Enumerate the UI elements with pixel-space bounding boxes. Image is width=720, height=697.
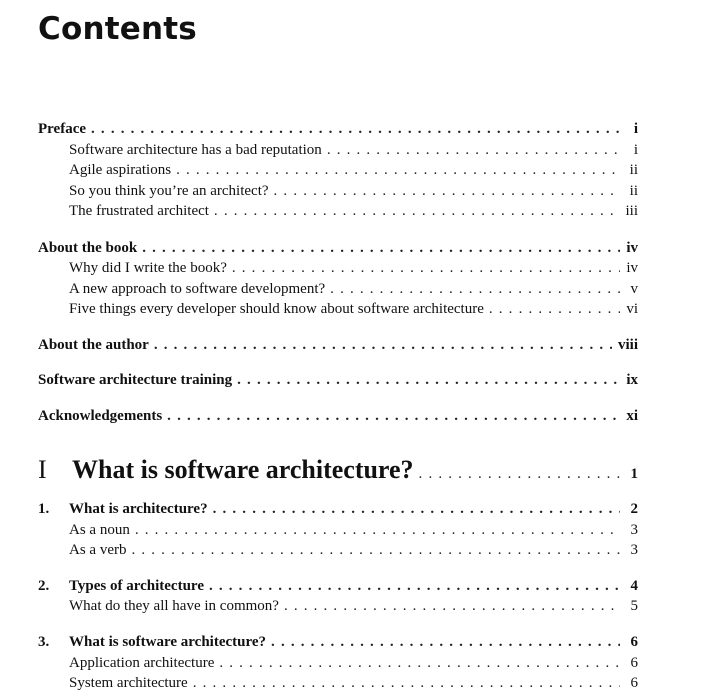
toc-entry-label: About the book	[38, 240, 138, 256]
toc-page-number: iv	[626, 260, 638, 276]
toc-entry-label: As a noun	[69, 522, 130, 538]
toc-page-number: xi	[626, 408, 638, 424]
part-number: I	[38, 455, 47, 484]
toc-chapter-2[interactable]	[38, 578, 638, 595]
dot-leader	[327, 142, 620, 159]
toc-page-number: 1	[630, 466, 638, 482]
toc-entry-about-the-author[interactable]	[38, 337, 638, 354]
toc-subentry[interactable]	[69, 162, 638, 179]
dot-leader	[274, 183, 620, 200]
toc-entry-label: Types of architecture	[69, 578, 204, 594]
dot-leader	[214, 203, 620, 220]
toc-page-number: 6	[630, 634, 638, 650]
toc-entry-label: So you think you’re an architect?	[69, 183, 269, 199]
toc-page-number: i	[633, 121, 638, 137]
toc-chapter-3[interactable]	[38, 634, 638, 651]
toc-subentry[interactable]	[69, 675, 638, 692]
toc-entry-label: Software architecture training	[38, 372, 233, 388]
dot-leader	[154, 337, 612, 354]
toc-entry-preface[interactable]	[38, 121, 638, 138]
toc-page-number: 3	[630, 542, 638, 558]
toc-page-number: 3	[630, 522, 638, 538]
toc-entry-training[interactable]	[38, 372, 638, 389]
toc-entry-about-the-book[interactable]	[38, 240, 638, 257]
toc-entry-label: Acknowledgements	[38, 408, 163, 424]
dot-leader	[213, 501, 620, 518]
dot-leader	[330, 281, 620, 298]
toc-page-number: ix	[626, 372, 638, 388]
toc-chapter-1[interactable]	[38, 501, 638, 518]
toc-subentry[interactable]	[69, 260, 638, 277]
toc-subentry[interactable]	[69, 655, 638, 672]
dot-leader	[193, 675, 620, 692]
chapter-number: 3.	[38, 634, 50, 650]
toc-page-number: ii	[629, 162, 638, 178]
toc-subentry[interactable]	[69, 598, 638, 615]
dot-leader	[131, 542, 620, 559]
toc-page-number: vi	[626, 301, 638, 317]
toc-entry-label: Preface	[38, 121, 87, 137]
toc-part-i[interactable]	[38, 455, 638, 485]
toc-subentry[interactable]	[69, 142, 638, 159]
toc-entry-label: What do they all have in common?	[69, 598, 279, 614]
toc-entry-label: What is software architecture?	[69, 634, 267, 650]
toc-entry-label: A new approach to software development?	[69, 281, 326, 297]
toc-subentry[interactable]	[69, 522, 638, 539]
toc-page-number: iv	[626, 240, 638, 256]
toc-page-number: 5	[630, 598, 638, 614]
toc-entry-label: Agile aspirations	[69, 162, 172, 178]
dot-leader	[176, 162, 620, 179]
toc-page-number: 2	[630, 501, 638, 517]
toc-page-number: i	[633, 142, 638, 158]
toc-subentry[interactable]	[69, 183, 638, 200]
toc-entry-label: What is architecture?	[69, 501, 208, 517]
toc-subentry[interactable]	[69, 301, 638, 318]
toc-page-number: 6	[630, 675, 638, 691]
toc-entry-label: As a verb	[69, 542, 127, 558]
toc-page-number: iii	[625, 203, 638, 219]
toc-entry-label: Why did I write the book?	[69, 260, 227, 276]
toc-subentry[interactable]	[69, 542, 638, 559]
chapter-number: 1.	[38, 501, 50, 517]
toc-entry-label: The frustrated architect	[69, 203, 209, 219]
dot-leader	[167, 408, 620, 425]
toc-entry-label: Five things every developer should know about software architecture	[69, 301, 484, 317]
toc-entry-label: Software architecture has a bad reputation	[69, 142, 322, 158]
page-title: Contents	[38, 11, 197, 47]
toc-page-number: 4	[630, 578, 638, 594]
dot-leader	[91, 121, 620, 138]
toc-entry-acknowledgements[interactable]	[38, 408, 638, 425]
dot-leader	[219, 655, 620, 672]
toc-page-number: v	[630, 281, 638, 297]
toc-page-number: viii	[617, 337, 638, 353]
dot-leader	[237, 372, 620, 389]
dot-leader	[489, 301, 620, 318]
toc-page-number: ii	[629, 183, 638, 199]
toc-subentry[interactable]	[69, 281, 638, 298]
dot-leader	[271, 634, 620, 651]
toc-entry-label: System architecture	[69, 675, 188, 691]
dot-leader	[209, 578, 620, 595]
dot-leader	[142, 240, 620, 257]
toc-subentry[interactable]	[69, 203, 638, 220]
dot-leader	[232, 260, 620, 277]
toc-page-number: 6	[630, 655, 638, 671]
dot-leader	[135, 522, 620, 539]
dot-leader	[284, 598, 620, 615]
part-title: What is software architecture?	[72, 455, 414, 484]
dot-leader	[419, 466, 620, 483]
chapter-number: 2.	[38, 578, 50, 594]
toc-entry-label: Application architecture	[69, 655, 215, 671]
toc-entry-label: About the author	[38, 337, 149, 353]
